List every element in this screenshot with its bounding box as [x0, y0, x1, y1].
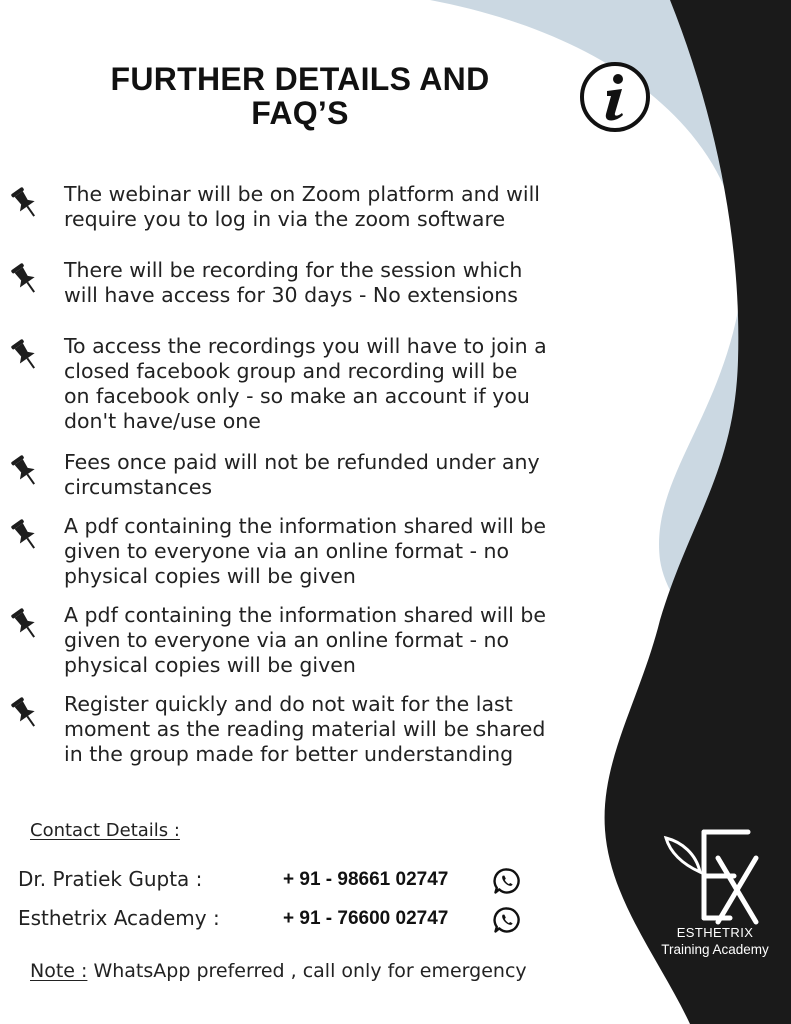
- pushpin-icon: [10, 518, 40, 552]
- logo-tagline: Training Academy: [661, 942, 769, 957]
- whatsapp-icon[interactable]: [493, 867, 521, 895]
- pushpin-icon: [10, 696, 40, 730]
- faq-item-text: Register quickly and do not wait for the last moment as the reading material will be shared in the group made for better understanding: [64, 692, 546, 766]
- contact-phone-link[interactable]: + 91 - 76600 02747: [283, 908, 449, 929]
- faq-item-text: A pdf containing the information shared will be given to everyone via an online format - no physical copies will be given: [64, 514, 546, 588]
- pushpin-icon: [10, 454, 40, 488]
- whatsapp-icon[interactable]: [493, 906, 521, 934]
- note-label: Note :: [30, 960, 88, 982]
- logo-name: ESTHETRIX: [676, 925, 754, 940]
- faq-item-text: A pdf containing the information shared will be given to everyone via an online format - no physical copies will be given: [64, 603, 546, 677]
- page-title-line-2: FAQ’S: [251, 95, 349, 131]
- note-text: WhatsApp preferred , call only for emergency: [87, 960, 527, 982]
- contact-heading: Contact Details :: [30, 820, 180, 841]
- esthetrix-logo: [640, 822, 790, 972]
- contact-row-academy: [18, 906, 538, 936]
- contact-phone-link[interactable]: + 91 - 98661 02747: [283, 869, 449, 890]
- footer-note: [30, 960, 527, 982]
- faq-item-text: To access the recordings you will have to join a closed facebook group and recording will be on facebook only - so make an account if you don't have/use one: [64, 334, 547, 433]
- contact-name: Esthetrix Academy :: [18, 906, 220, 930]
- pushpin-icon: [10, 186, 40, 220]
- contact-name: Dr. Pratiek Gupta :: [18, 867, 203, 891]
- pushpin-icon: [10, 262, 40, 296]
- faq-item-text: Fees once paid will not be refunded under any circumstances: [64, 450, 540, 499]
- pushpin-icon: [10, 607, 40, 641]
- faq-item-text: The webinar will be on Zoom platform and will require you to log in via the zoom software: [64, 182, 540, 231]
- logo-mark-icon: [660, 822, 770, 932]
- contact-row-doctor: [18, 867, 538, 897]
- page-title-line-1: FURTHER DETAILS AND: [110, 61, 490, 97]
- pushpin-icon: [10, 338, 40, 372]
- faq-item-text: There will be recording for the session which will have access for 30 days - No extensions: [64, 258, 523, 307]
